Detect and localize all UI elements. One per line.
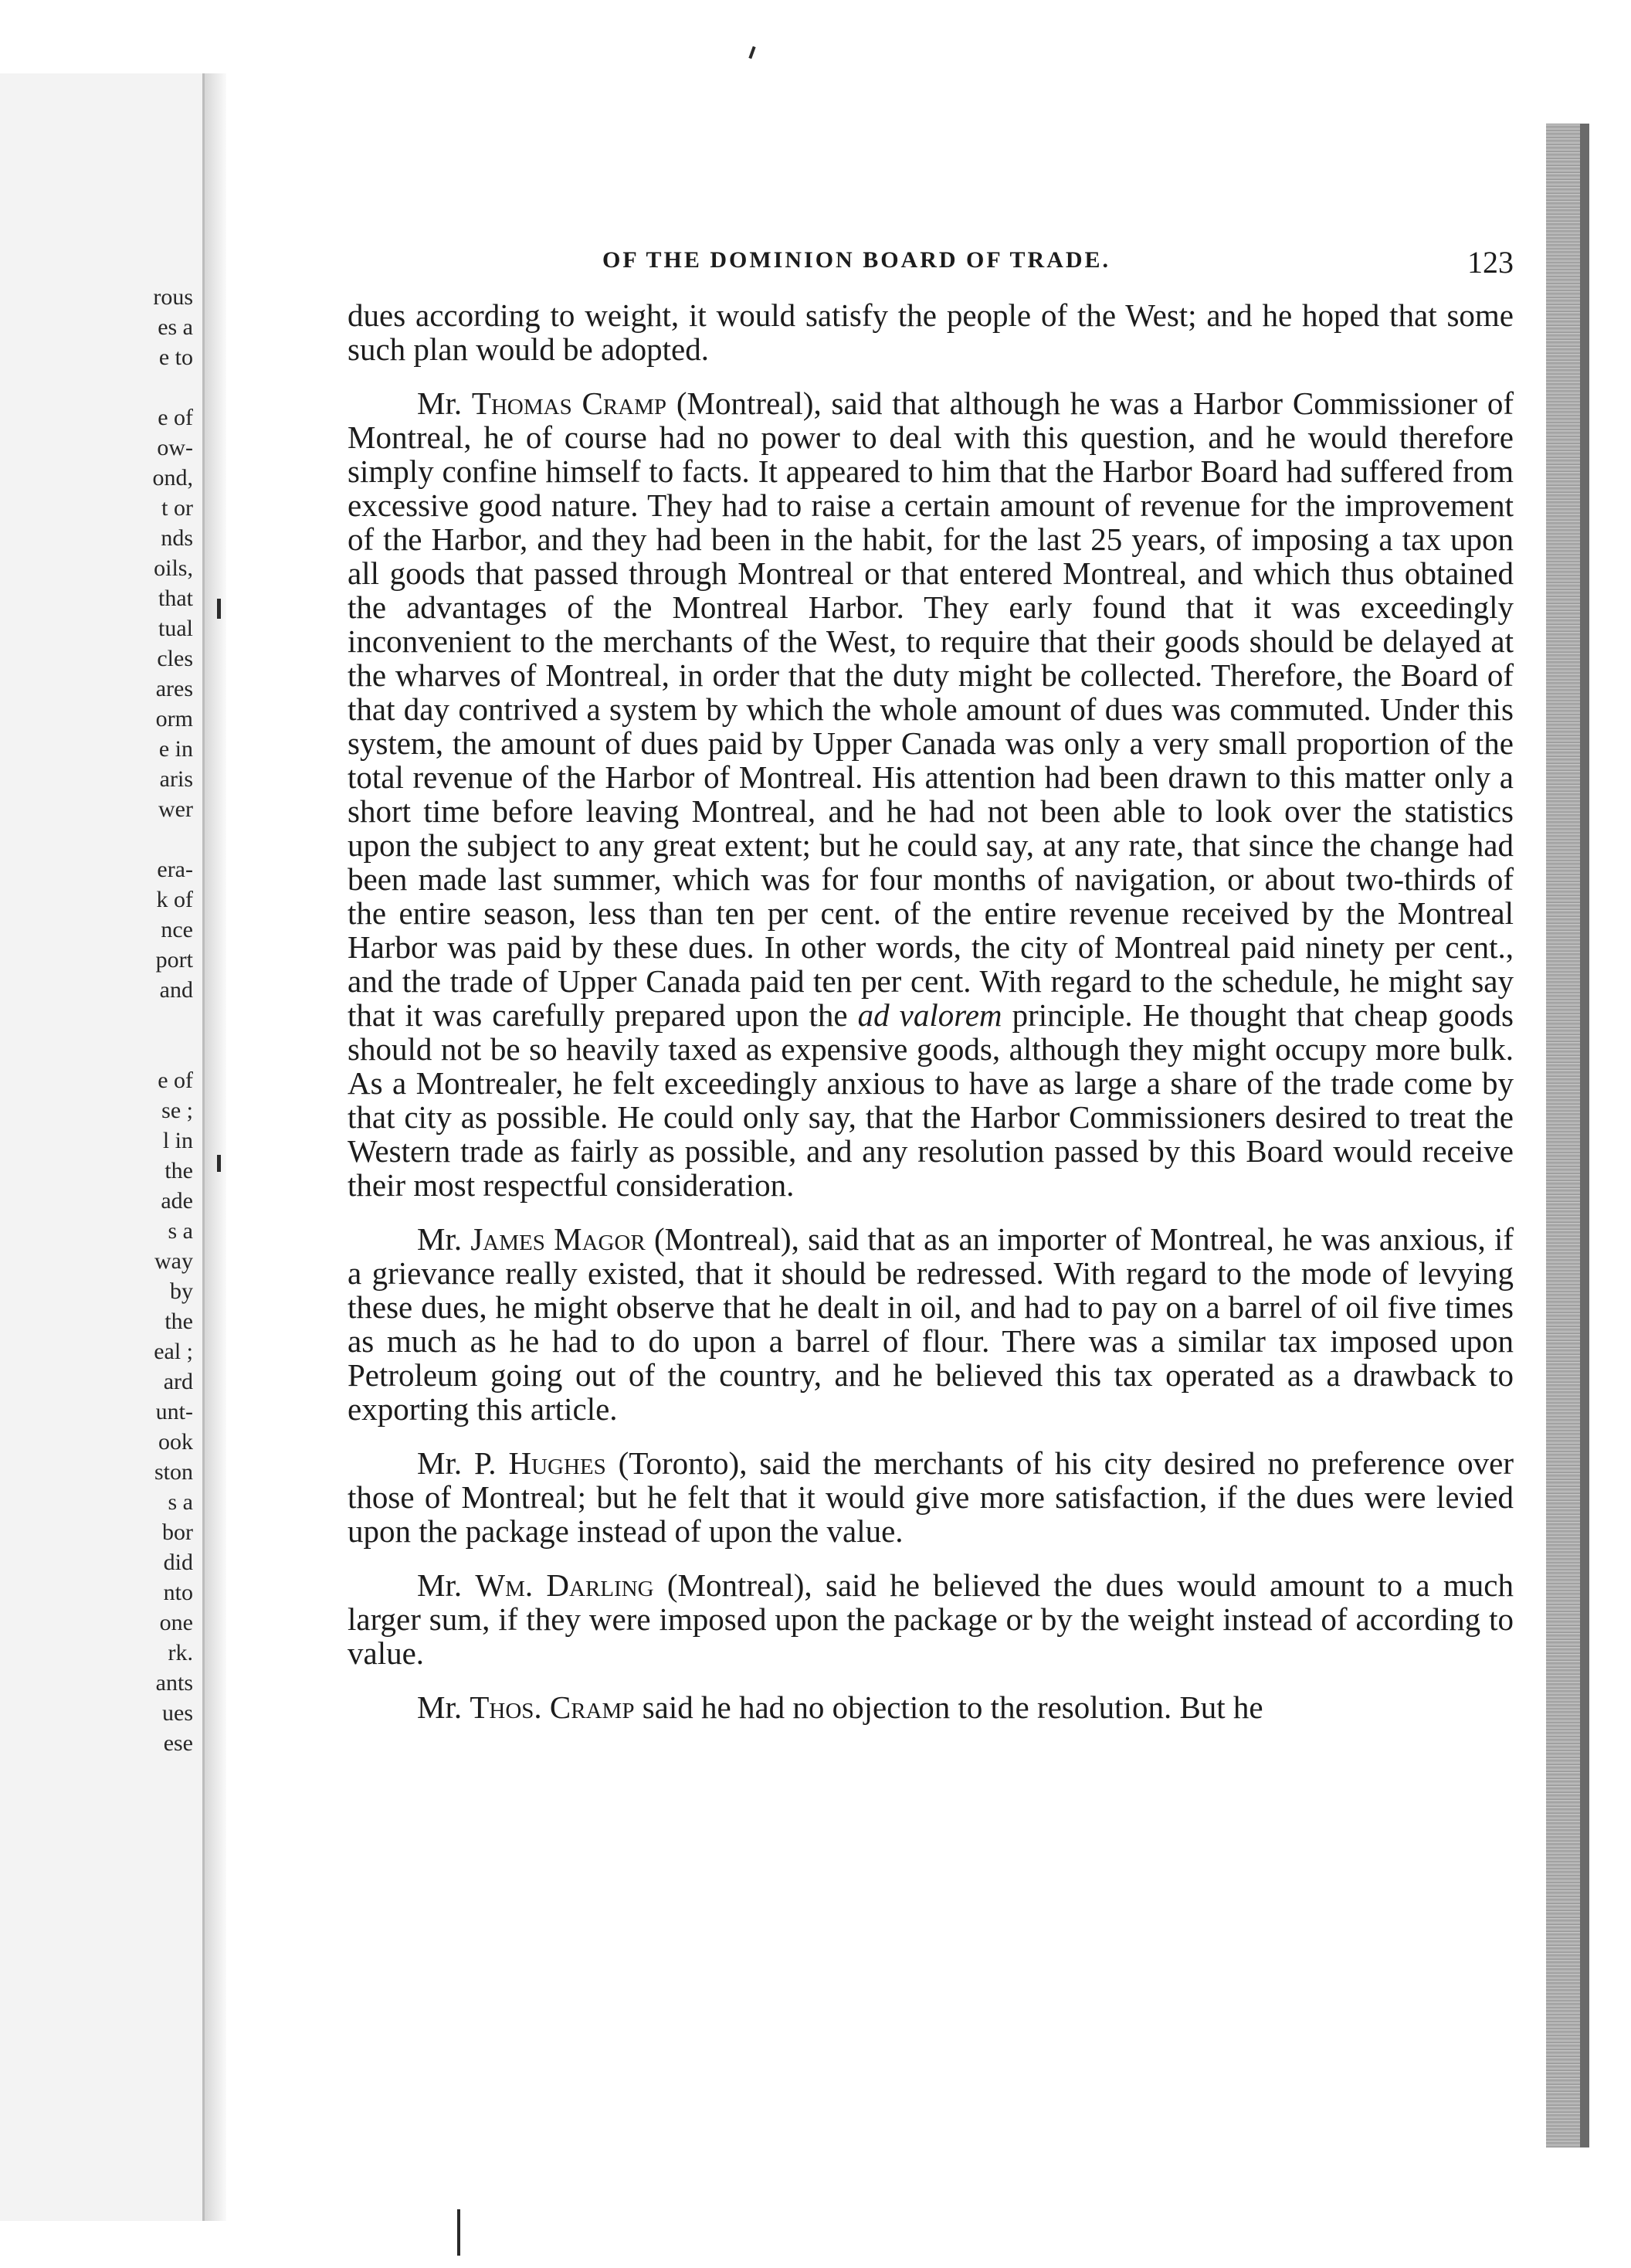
book-gutter bbox=[205, 73, 226, 2221]
facing-page-fragment: l in bbox=[162, 1128, 193, 1153]
paragraph: Mr. P. Hughes (Toronto), said the merchants of his city desired no preference over those of Montreal; but he felt that it would give more satisfaction, if the dues were levied upon the package instead of upon the value. bbox=[348, 1445, 1514, 1549]
facing-page-fragment: wer bbox=[158, 796, 193, 822]
facing-page-fragment: t or bbox=[161, 495, 193, 521]
speaker-name: Thomas Cramp bbox=[471, 385, 667, 421]
facing-page-fragment: cles bbox=[157, 646, 193, 671]
facing-page-fragment: e in bbox=[158, 736, 193, 762]
facing-page-fragment: that bbox=[158, 586, 193, 611]
facing-page-fragment: rous bbox=[153, 284, 193, 310]
facing-page-fragment: and bbox=[159, 977, 193, 1003]
facing-page-fragment: one bbox=[159, 1610, 193, 1635]
facing-page-fragment: ares bbox=[155, 676, 193, 701]
running-head bbox=[348, 239, 1514, 286]
facing-page-fragment: unt- bbox=[155, 1399, 193, 1424]
paragraph: Mr. Thomas Cramp (Montreal), said that although he was a Harbor Commissioner of Montreal, he of course had no power to deal with this question, and he would therefore simply confine himself to facts. It appeared to him that the Harbor Board had suffered from excessive good nature. They had to raise a certain amount of revenue for the improvement of the Harbor, and they had been in the habit, for the last 25 years, of imposing a tax upon all goods that passed through Montreal or that entered Montreal, and which thus obtained the advantages of the Montreal Harbor. They early found that it was exceedingly inconvenient to the merchants of the West, to require that their goods should be delayed at the wharves of Montreal, in order that the duty might be collected. Therefore, the Board of that day contrived a system by which the whole amount of dues was commuted. Under this system, the amount of dues paid by Upper Canada was only a very small proportion of the total revenue of the Harbor of Montreal. His attention had been drawn to this matter only a short time before leaving Montreal, and he had not been able to look over the statistics upon the subject to any great extent; but he could say, at any rate, that since the change had been made last summer, which was for four months of navigation, or about two-thirds of the entire season, less than ten per cent. of the entire revenue received by the Montreal Harbor was paid by these dues. In other words, the city of Montreal paid ninety per cent., and the trade of Upper Canada paid ten per cent. With regard to the schedule, he might say that it was carefully prepared upon the ad valorem principle. He thought that cheap goods should not be so heavily taxed as expensive goods, although they might occupy more bulk. As a Montrealer, he felt exceedingly anxious to have as large a share of the trade come by that city as possible. He could only say, that the Harbor Commissioners desired to treat the Western trade as fairly as possible, and any resolution passed by this Board would receive their most respectful consideration. bbox=[348, 385, 1514, 1203]
scan-speck bbox=[457, 2209, 460, 2256]
facing-page-fragment: port bbox=[155, 947, 193, 973]
facing-page-fragment: es a bbox=[158, 314, 193, 340]
facing-page-fragment: ond, bbox=[152, 465, 193, 491]
book-page bbox=[348, 239, 1514, 1744]
running-title: OF THE DOMINION BOARD OF TRADE. bbox=[602, 247, 1111, 273]
facing-page-edge bbox=[0, 73, 205, 2221]
facing-page-fragment: e of bbox=[158, 1068, 193, 1093]
facing-page-fragment: the bbox=[164, 1158, 193, 1183]
facing-page-fragment: the bbox=[164, 1309, 193, 1334]
facing-page-fragment: nds bbox=[161, 525, 193, 551]
facing-page-fragment: rk. bbox=[168, 1640, 193, 1665]
facing-page-fragment bbox=[100, 372, 193, 402]
facing-page-fragment: e to bbox=[158, 345, 193, 370]
speaker-name: Thos. Cramp bbox=[470, 1689, 635, 1725]
facing-page-fragment: orm bbox=[155, 706, 193, 732]
facing-page-fragment: ues bbox=[162, 1700, 193, 1726]
facing-page-fragment: way bbox=[154, 1248, 193, 1274]
facing-page-text bbox=[100, 282, 193, 1758]
paragraph: dues according to weight, it would satisfy the people of the West; and he hoped that some such plan would be adopted. bbox=[348, 297, 1514, 367]
facing-page-fragment: bor bbox=[162, 1519, 193, 1545]
facing-page-fragment: by bbox=[170, 1278, 193, 1304]
facing-page-fragment bbox=[100, 1035, 193, 1065]
body-text bbox=[348, 298, 1514, 1724]
paragraph: Mr. Wm. Darling (Montreal), said he believed the dues would amount to a much larger sum, if they were imposed upon the package or by the weight instead of according to value. bbox=[348, 1567, 1514, 1671]
facing-page-fragment: oils, bbox=[154, 555, 193, 581]
facing-page-fragment: ow- bbox=[157, 435, 193, 460]
facing-page-fragment: tual bbox=[158, 616, 193, 641]
facing-page-fragment: ants bbox=[155, 1670, 193, 1696]
facing-page-fragment: s a bbox=[168, 1489, 193, 1515]
facing-page-fragment: eal ; bbox=[154, 1339, 193, 1364]
facing-page-fragment bbox=[100, 1005, 193, 1035]
facing-page-fragment: did bbox=[163, 1550, 193, 1575]
speaker-name: Hughes bbox=[508, 1445, 606, 1481]
facing-page-fragment: ard bbox=[163, 1369, 193, 1394]
scan-speck bbox=[748, 46, 755, 59]
facing-page-fragment: aris bbox=[159, 766, 193, 792]
page-number: 123 bbox=[1467, 245, 1514, 280]
facing-page-fragment: nto bbox=[163, 1580, 193, 1605]
facing-page-fragment: era- bbox=[157, 857, 193, 882]
gutter-mark bbox=[217, 599, 221, 619]
facing-page-fragment: ese bbox=[163, 1730, 193, 1756]
facing-page-fragment: k of bbox=[156, 887, 193, 912]
facing-page-fragment: nce bbox=[161, 917, 193, 942]
facing-page-fragment bbox=[100, 824, 193, 854]
facing-page-fragment: s a bbox=[168, 1218, 193, 1244]
paragraph: Mr. Thos. Cramp said he had no objection to the resolution. But he bbox=[417, 1689, 1263, 1725]
facing-page-fragment: ade bbox=[161, 1188, 193, 1214]
paragraph: Mr. James Magor (Montreal), said that as an importer of Montreal, he was anxious, if a grievance really existed, that it should be redressed. With regard to the mode of levying these dues, he might observe that he dealt in oil, and had to pay on a barrel of oil five times as much as he had to do upon a barrel of flour. There was a similar tax imposed upon Petroleum going out of the country, and he believed this tax operated as a drawback to exporting this article. bbox=[348, 1221, 1514, 1427]
speaker-name: Wm. Darling bbox=[475, 1567, 654, 1603]
page-edge-shadow bbox=[1580, 124, 1589, 2147]
facing-page-fragment: e of bbox=[158, 405, 193, 430]
facing-page-fragment: ook bbox=[158, 1429, 193, 1455]
facing-page-fragment: ston bbox=[154, 1459, 193, 1485]
speaker-name: James Magor bbox=[470, 1221, 646, 1257]
page-edge-texture bbox=[1546, 124, 1580, 2147]
gutter-mark bbox=[217, 1155, 221, 1172]
facing-page-fragment: se ; bbox=[161, 1098, 193, 1123]
